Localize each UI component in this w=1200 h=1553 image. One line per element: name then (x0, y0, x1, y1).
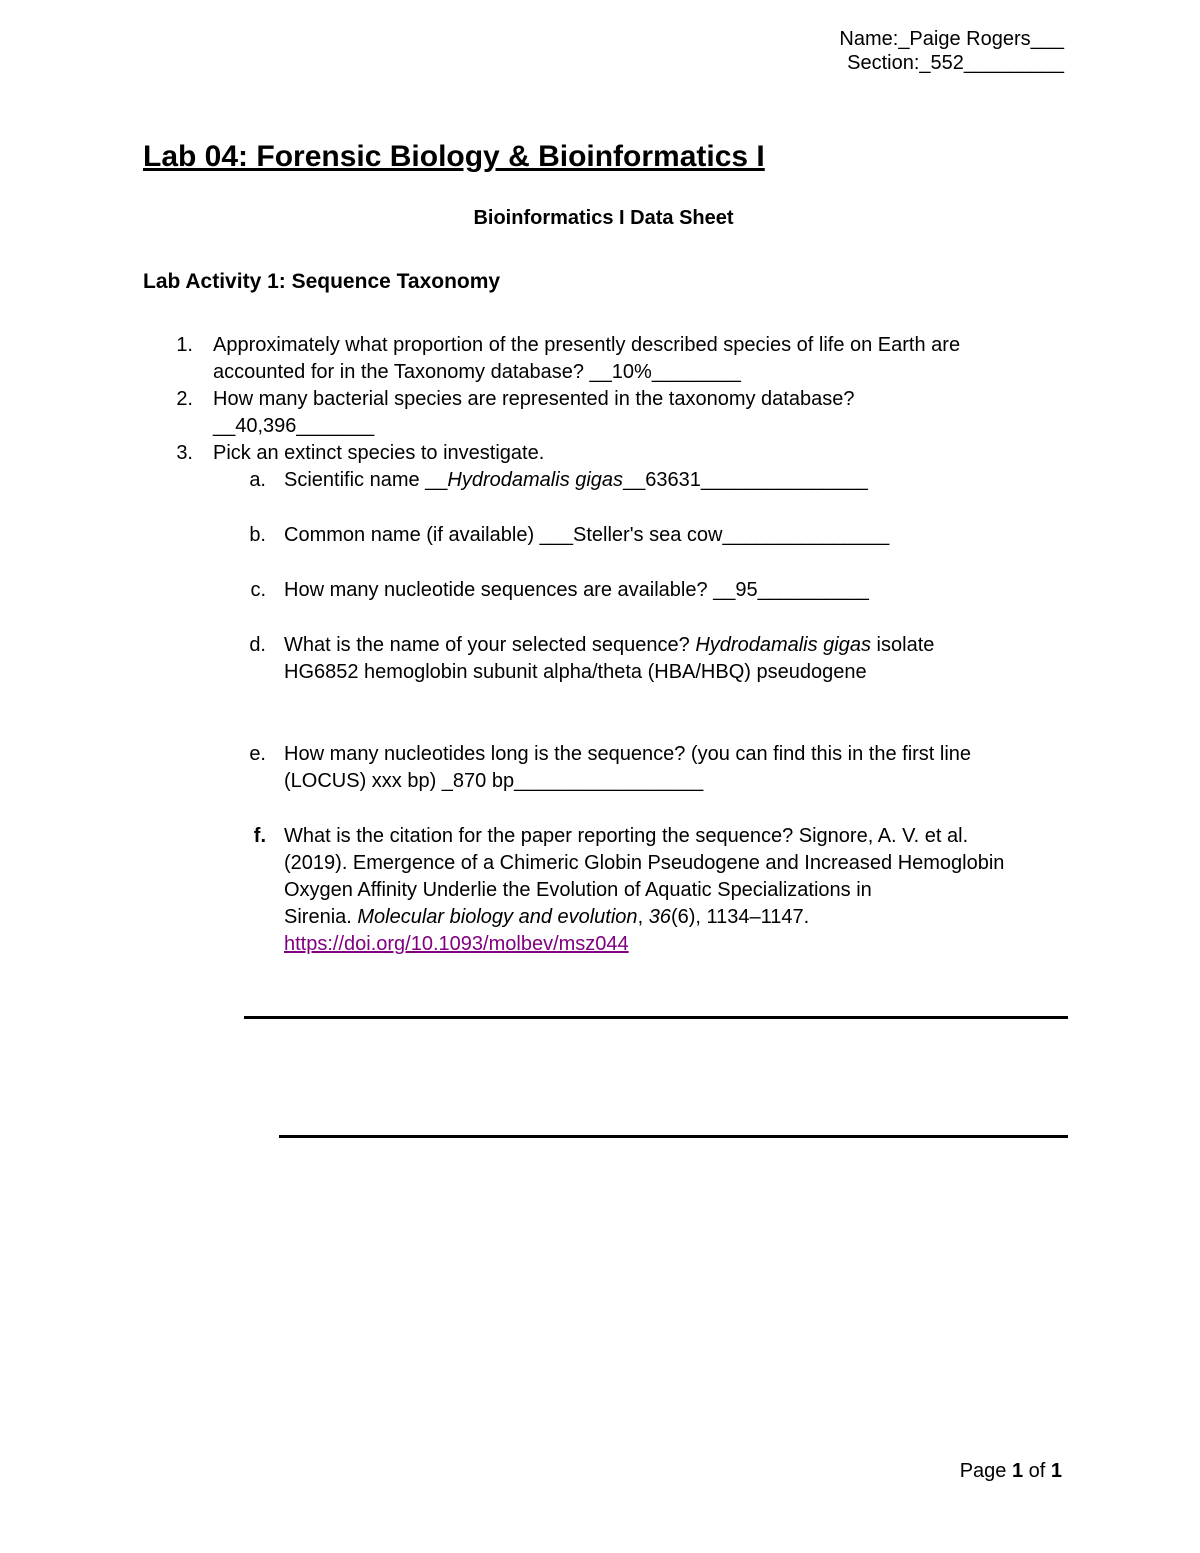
page-current: 1 (1011, 1460, 1024, 1482)
item-f-line-2: (2019). Emergence of a Chimeric Globin Pseudogene and Increased Hemoglobin (284, 852, 1005, 874)
item-a-prefix: Scientific name __ (284, 469, 448, 491)
item-d-line-2: HG6852 hemoglobin subunit alpha/theta (HBA/HBQ) pseudogene (284, 661, 867, 683)
section-line: Section:_552_________ (847, 52, 1064, 74)
question-1-line-2: accounted for in the Taxonomy database? __10%________ (213, 361, 741, 383)
question-2-line-1: How many bacterial species are represented in the taxonomy database? (213, 388, 855, 410)
question-3-line-1: Pick an extinct species to investigate. (213, 442, 545, 464)
item-a-scientific-name (284, 467, 868, 494)
data-sheet-subtitle: Bioinformatics I Data Sheet (473, 207, 734, 229)
item-f-line-3: Oxygen Affinity Underlie the Evolution of Aquatic Specializations in (284, 879, 872, 901)
item-a-suffix: __63631_______________ (623, 469, 868, 491)
page-total: 1 (1050, 1460, 1062, 1482)
item-d-line-1 (284, 632, 934, 659)
name-line: Name:_Paige Rogers___ (839, 28, 1064, 50)
question-1-number: 1. (176, 334, 193, 356)
citation-volume: 36 (648, 906, 671, 928)
page-of: of (1023, 1460, 1051, 1482)
question-3-number: 3. (176, 442, 193, 464)
divider-line-1 (244, 1016, 1068, 1019)
item-a-label: a. (249, 469, 266, 491)
item-a-species: Hydrodamalis gigas (447, 469, 624, 491)
page-title: Lab 04: Forensic Biology & Bioinformatics I (143, 140, 765, 173)
item-d-species: Hydrodamalis gigas (695, 634, 871, 656)
item-f-line-4 (284, 904, 809, 931)
citation-comma: , (637, 906, 649, 928)
item-b-label: b. (249, 524, 266, 546)
item-d-suffix: isolate (871, 634, 935, 656)
item-c-sequence-count: How many nucleotide sequences are available? __95__________ (284, 579, 869, 601)
item-f-label: f. (253, 825, 266, 847)
citation-pages: (6), 1134–1147. (670, 906, 810, 928)
item-e-line-2: (LOCUS) xxx bp) _870 bp_________________ (284, 770, 704, 792)
doi-link[interactable]: https://doi.org/10.1093/molbev/msz044 (284, 933, 629, 955)
activity-heading: Lab Activity 1: Sequence Taxonomy (143, 270, 501, 293)
item-d-prefix: What is the name of your selected sequence? (284, 634, 696, 656)
page-number (960, 1460, 1062, 1483)
item-c-label: c. (250, 579, 266, 601)
divider-line-2 (279, 1135, 1068, 1138)
question-2-number: 2. (176, 388, 193, 410)
question-1-line-1: Approximately what proportion of the presently described species of life on Earth are (213, 334, 961, 356)
question-2-line-2: __40,396_______ (213, 415, 375, 437)
item-d-label: d. (249, 634, 266, 656)
citation-prefix: Sirenia. (284, 906, 358, 928)
item-f-line-1: What is the citation for the paper reporting the sequence? Signore, A. V. et al. (284, 825, 969, 847)
item-b-common-name: Common name (if available) ___Steller's sea cow_______________ (284, 524, 890, 546)
item-e-line-1: How many nucleotides long is the sequence? (you can find this in the first line (284, 743, 972, 765)
page-prefix: Page (959, 1460, 1012, 1482)
citation-journal: Molecular biology and evolution (357, 906, 638, 928)
item-e-label: e. (249, 743, 266, 765)
